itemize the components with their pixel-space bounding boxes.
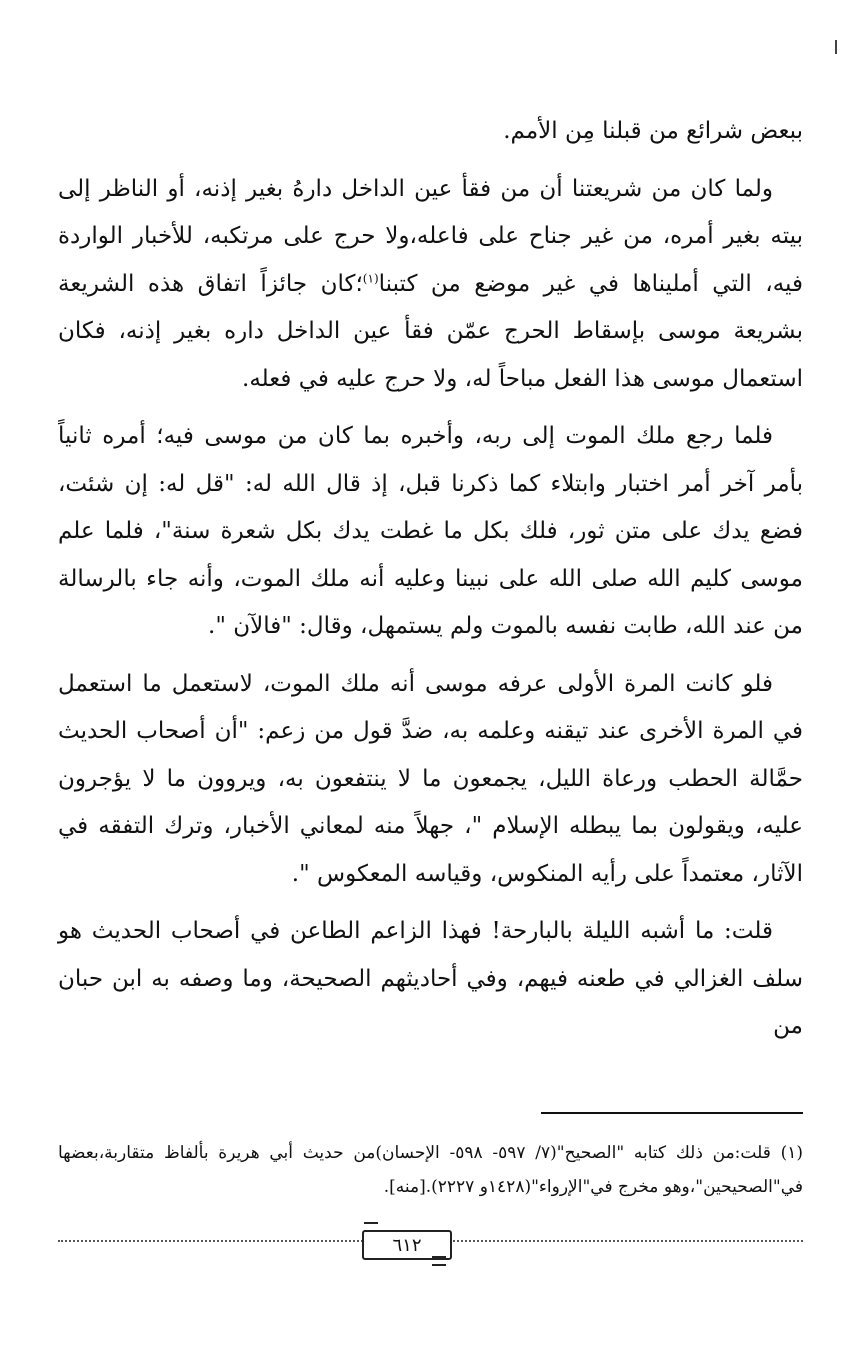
paragraph-4: فلو كانت المرة الأولى عرفه موسى أنه ملك الموت، لاستعمل ما استعمل في المرة الأخرى عند تيقنه وعلمه به، ضدَّ قول من زعم: "أن أصحاب الحديث حمَّالة الحطب ورعاة الليل، يجمعون ما لا ينتفعون به، ويروون ما لا يؤجرون عليه، ويقولون بما يبطله الإسلام "، جهلاً منه لمعاني الأخبار، وترك التفقه في الآثار، معتمداً على رأيه المنكوس، وقياسه المعكوس ". xyxy=(58,670,803,887)
footnote: (١) قلت:من ذلك كتابه "الصحيح"(٧/ ٥٩٧- ٥٩٨- الإحسان)من حديث أبي هريرة بألفاظ متقاربة،بعضها في"الصحيحين"،وهو مخرج في"الإرواء"(١٤٢٨و ٢٢٢٧).[منه]. xyxy=(58,1143,804,1197)
page-number: ٦١٢ xyxy=(362,1230,452,1260)
main-text xyxy=(58,108,803,1061)
paragraph-2 xyxy=(58,166,803,404)
footnote-divider xyxy=(541,1112,803,1114)
footnote-reference: (١) xyxy=(362,270,379,285)
paragraph-1: ببعض شرائع من قبلنا مِن الأمم. xyxy=(503,118,803,144)
paragraph-2-tail: ؛كان جائزاً اتفاق هذه الشريعة بشريعة موسى بإسقاط الحرج عمّن فقأ عين الداخل داره بغير إذنه، فكان استعمال موسى هذا الفعل مباحاً له، ولا حرج عليه في فعله. xyxy=(58,270,803,392)
scan-mark xyxy=(835,40,837,54)
paragraph-5: قلت: ما أشبه الليلة بالبارحة! فهذا الزاعم الطاعن في أصحاب الحديث هو سلف الغزالي في طعنه فيهم، وفي أحاديثهم الصحيحة، وما وصفه به ابن حبان من xyxy=(58,918,803,1039)
page-number-ornament xyxy=(432,1256,446,1266)
paragraph-2-head: ولما كان من شريعتنا أن من فقأ عين الداخل دارهُ بغير إذنه، أو الناظر إلى بيته بغير أمره، من غير جناح على فاعله،ولا حرج على مرتكبه، للأخبار الواردة فيه، التي أمليناها في غير موضع من كتبنا xyxy=(58,175,803,297)
paragraph-3: فلما رجع ملك الموت إلى ربه، وأخبره بما كان من موسى فيه؛ أمره ثانياً بأمر آخر أمر اختبار وابتلاء كما ذكرنا قبل، إذ قال الله له: "قل له: إن شئت، فضع يدك على متن ثور، فلك بكل ما غطت يدك بكل شعرة سنة"، فلما علم موسى كليم الله صلى الله على نبينا وعليه أنه ملك الموت، وأنه جاء بالرسالة من عند الله، طابت نفسه بالموت ولم يستمهل، وقال: "فالآن ". xyxy=(58,423,803,639)
